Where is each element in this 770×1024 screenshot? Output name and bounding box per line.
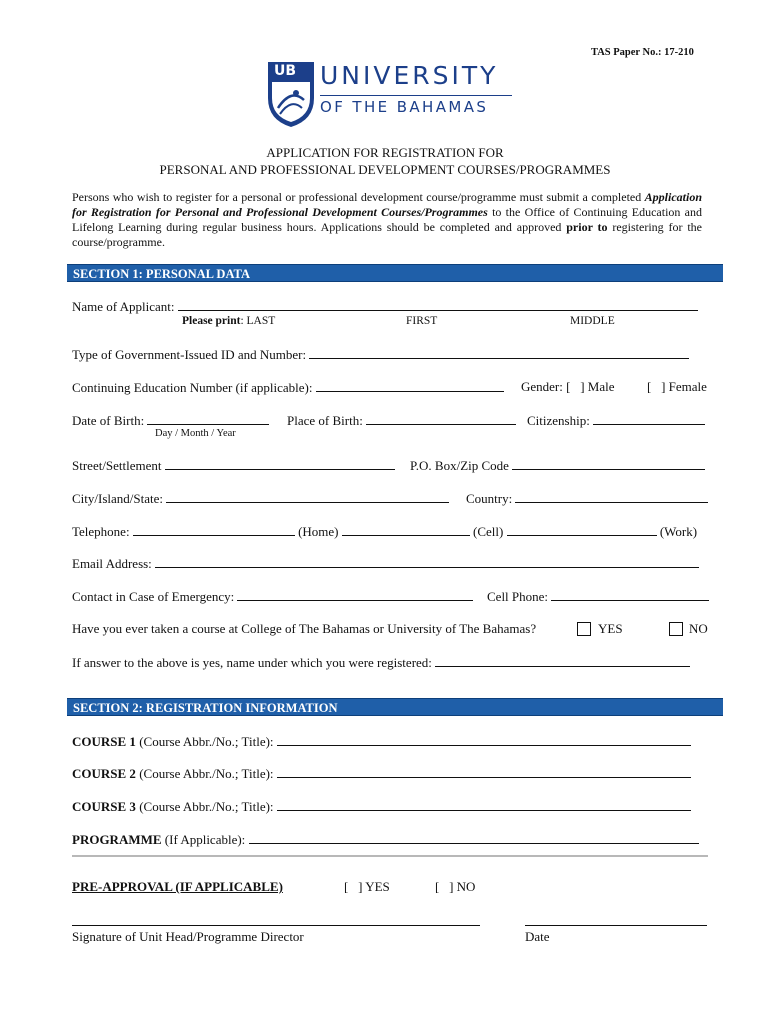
home-label: (Home) bbox=[298, 524, 339, 539]
please-print: Please print bbox=[182, 315, 241, 327]
country-row bbox=[466, 490, 708, 507]
section2-divider bbox=[72, 855, 708, 857]
section1-header: SECTION 1: PERSONAL DATA bbox=[67, 264, 723, 282]
female-option: ] Female bbox=[661, 379, 707, 394]
telephone-row bbox=[72, 523, 697, 540]
name-hint-middle: MIDDLE bbox=[570, 315, 615, 327]
logo-divider bbox=[320, 95, 512, 96]
ce-label: Continuing Education Number (if applicable): bbox=[72, 380, 313, 395]
programme-label: PROGRAMME bbox=[72, 832, 162, 847]
programme-hint: (If Applicable): bbox=[161, 832, 246, 847]
course3-label: COURSE 3 bbox=[72, 799, 136, 814]
pa-yes-label: ] YES bbox=[358, 879, 390, 894]
form-title-line2: PERSONAL AND PROFESSIONAL DEVELOPMENT COURSES/PROGRAMMES bbox=[159, 162, 611, 177]
university-logo bbox=[266, 60, 516, 130]
logo-line1: UNIVERSITY bbox=[320, 61, 499, 90]
pob-row bbox=[287, 412, 516, 429]
citizenship-input[interactable] bbox=[593, 412, 705, 425]
logo-line2: OF THE BAHAMAS bbox=[320, 98, 489, 116]
city-row bbox=[72, 490, 449, 507]
intro-text-1: Persons who wish to register for a personal or professional development course/programme must submit a completed bbox=[72, 190, 645, 204]
course2-label: COURSE 2 bbox=[72, 766, 136, 781]
city-label: City/Island/State: bbox=[72, 491, 163, 506]
prior-name-label: If answer to the above is yes, name under which you were registered: bbox=[72, 655, 432, 670]
intro-bold: prior to bbox=[566, 220, 608, 234]
telephone-label: Telephone: bbox=[72, 524, 130, 539]
programme-row bbox=[72, 831, 699, 848]
course3-hint: (Course Abbr./No.; Title): bbox=[135, 799, 274, 814]
course1-input[interactable] bbox=[277, 733, 691, 746]
preapproval-label: PRE-APPROVAL (IF APPLICABLE) bbox=[72, 879, 283, 894]
home-phone-input[interactable] bbox=[133, 523, 295, 536]
emergency-label: Contact in Case of Emergency: bbox=[72, 589, 235, 604]
date-label: Date bbox=[525, 929, 550, 944]
dob-hint: Day / Month / Year bbox=[155, 428, 236, 439]
street-row bbox=[72, 457, 395, 474]
course2-row bbox=[72, 765, 691, 782]
signature-line[interactable] bbox=[72, 925, 480, 926]
pob-input[interactable] bbox=[366, 412, 516, 425]
cell-input[interactable] bbox=[342, 523, 470, 536]
course2-hint: (Course Abbr./No.; Title): bbox=[135, 766, 274, 781]
gender-female[interactable] bbox=[647, 379, 707, 395]
male-option: ] Male bbox=[580, 379, 615, 394]
email-row bbox=[72, 555, 699, 572]
id-label: Type of Government-Issued ID and Number: bbox=[72, 347, 307, 362]
pa-yes-bracket: [ bbox=[344, 879, 349, 894]
pobox-input[interactable] bbox=[512, 457, 705, 470]
course3-row bbox=[72, 798, 691, 815]
ce-row bbox=[72, 379, 504, 396]
country-label: Country: bbox=[466, 491, 513, 506]
email-input[interactable] bbox=[155, 555, 699, 568]
date-line[interactable] bbox=[525, 925, 707, 926]
course1-label: COURSE 1 bbox=[72, 734, 136, 749]
gender-label: Gender: [ bbox=[521, 379, 571, 394]
prior-no-label: NO bbox=[689, 621, 708, 636]
street-input[interactable] bbox=[165, 457, 395, 470]
dob-label: Date of Birth: bbox=[72, 413, 145, 428]
prior-name-input[interactable] bbox=[435, 654, 690, 667]
programme-input[interactable] bbox=[249, 831, 699, 844]
street-label: Street/Settlement bbox=[72, 458, 162, 473]
cell-label: (Cell) bbox=[473, 524, 504, 539]
name-hint-last bbox=[182, 315, 275, 327]
name-label: Name of Applicant: bbox=[72, 299, 175, 314]
form-title-line1: APPLICATION FOR REGISTRATION FOR bbox=[266, 145, 504, 160]
name-input[interactable] bbox=[178, 298, 698, 311]
id-input[interactable] bbox=[309, 346, 689, 359]
pa-no-bracket: [ bbox=[435, 879, 440, 894]
work-phone-input[interactable] bbox=[507, 523, 657, 536]
cell-phone-input[interactable] bbox=[551, 588, 709, 601]
prior-yes-checkbox[interactable] bbox=[577, 622, 591, 636]
course3-input[interactable] bbox=[277, 798, 691, 811]
country-input[interactable] bbox=[515, 490, 708, 503]
paper-number: TAS Paper No.: 17-210 bbox=[591, 47, 694, 58]
name-row bbox=[72, 298, 698, 315]
city-input[interactable] bbox=[166, 490, 449, 503]
prior-course-question: Have you ever taken a course at College of The Bahamas or University of The Bahamas? bbox=[72, 621, 537, 636]
logo-badge: UB bbox=[274, 63, 297, 79]
intro-form-name: Application for Registration for Personal and Professional Development Courses/Programmes bbox=[72, 190, 702, 219]
pob-label: Place of Birth: bbox=[287, 413, 363, 428]
preapproval-yes[interactable] bbox=[344, 879, 390, 895]
gender-male[interactable] bbox=[521, 379, 615, 395]
pobox-label: P.O. Box/Zip Code bbox=[410, 458, 509, 473]
pa-no-label: ] NO bbox=[449, 879, 476, 894]
work-label: (Work) bbox=[659, 524, 698, 539]
section2-header: SECTION 2: REGISTRATION INFORMATION bbox=[67, 698, 723, 716]
citizenship-row bbox=[527, 412, 705, 429]
cell-phone-row bbox=[487, 588, 709, 605]
intro-text-3: registering for the course/programme. bbox=[72, 220, 702, 249]
course1-hint: (Course Abbr./No.; Title): bbox=[135, 734, 274, 749]
pobox-row bbox=[410, 457, 705, 474]
cell-phone-label: Cell Phone: bbox=[487, 589, 549, 604]
ce-input[interactable] bbox=[316, 379, 504, 392]
email-label: Email Address: bbox=[72, 556, 152, 571]
course1-row bbox=[72, 733, 691, 750]
prior-no-checkbox[interactable] bbox=[669, 622, 683, 636]
signature-label: Signature of Unit Head/Programme Director bbox=[72, 929, 304, 944]
intro-text-2: to the Office of Continuing Education and Lifelong Learning during regular business hours. Applications should be completed and approved bbox=[72, 205, 702, 234]
course2-input[interactable] bbox=[277, 765, 691, 778]
prior-name-row bbox=[72, 654, 690, 671]
preapproval-no[interactable] bbox=[435, 879, 475, 895]
intro-paragraph bbox=[72, 190, 702, 250]
dob-input[interactable] bbox=[147, 412, 269, 425]
last-hint: : LAST bbox=[240, 315, 276, 327]
female-bracket: [ bbox=[647, 379, 652, 394]
name-hint-first: FIRST bbox=[406, 315, 438, 327]
citizenship-label: Citizenship: bbox=[527, 413, 590, 428]
id-row bbox=[72, 346, 689, 363]
dob-row bbox=[72, 412, 269, 429]
emergency-input[interactable] bbox=[237, 588, 473, 601]
prior-yes-label: YES bbox=[598, 621, 623, 636]
emergency-row bbox=[72, 588, 473, 605]
